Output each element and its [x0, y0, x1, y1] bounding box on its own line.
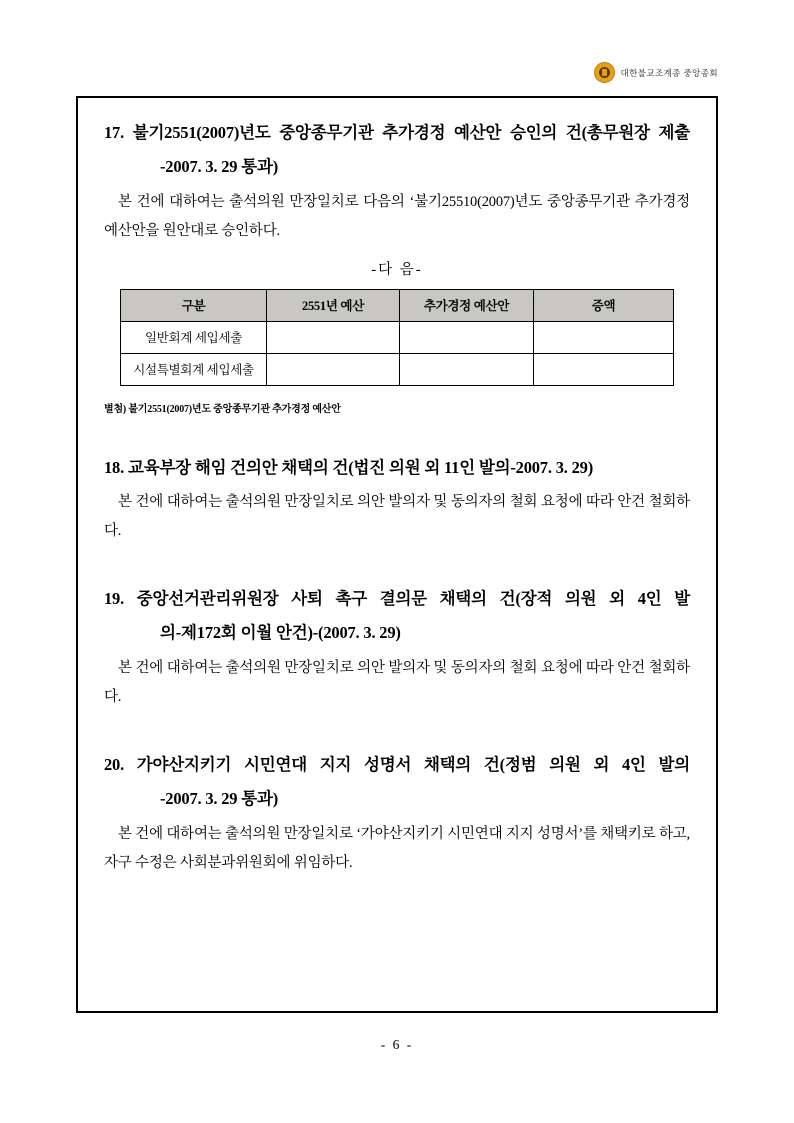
table-cell [534, 321, 674, 353]
agenda-item-18-body: 본 건에 대하여는 출석의원 만장일치로 의안 발의자 및 동의자의 철회 요청에 따라 안건 철회하다. [104, 494, 690, 540]
table-row [121, 353, 674, 385]
agenda-item-19-title-line1: 19. 중앙선거관리위원장 사퇴 촉구 결의문 채택의 건(장적 의원 외 4인 발 [104, 589, 690, 609]
page-content [78, 98, 716, 1011]
agenda-item-20 [104, 748, 690, 878]
agenda-item-20-title-line2: -2007. 3. 29 통과) [160, 788, 279, 808]
agenda-item-17-title-line1: 17. 불기2551(2007)년도 중앙종무기관 추가경정 예산안 승인의 건(총무원장 제출 [104, 123, 690, 142]
table-cell [267, 353, 400, 385]
table-cell [534, 353, 674, 385]
table-row-label: 시설특별회계 세입세출 [121, 353, 267, 385]
table-cell [267, 321, 400, 353]
agenda-item-17-body: 본 건에 대하여는 출석의원 만장일치로 다음의 ‘불기25510(2007)년도 중앙종무기관 추가경정 예산안을 원안대로 승인하다. [104, 193, 690, 239]
table-row-label: 일반회계 세입세출 [121, 321, 267, 353]
agenda-item-17-title-line2: -2007. 3. 29 통과) [160, 156, 279, 176]
agenda-item-19 [104, 582, 690, 712]
agenda-item-18 [104, 451, 690, 547]
budget-table [120, 289, 674, 386]
table-header-cell: 증액 [534, 289, 674, 321]
table-row [121, 321, 674, 353]
table-cell [400, 321, 534, 353]
table-header-row [121, 289, 674, 321]
table-header-cell: 2551년 예산 [267, 289, 400, 321]
agenda-item-19-title-line2: 의-제172회 이월 안건)-(2007. 3. 29) [160, 623, 401, 643]
organization-seal-icon [594, 62, 615, 83]
agenda-item-17 [104, 116, 690, 246]
page-number: - 6 - [380, 1037, 414, 1052]
organization-name: 대한불교조계종 중앙종회 [620, 67, 718, 78]
page-border [76, 96, 718, 1013]
daeum-label: -다 음- [371, 261, 423, 278]
attachment-note: 별첨) 불기2551(2007)년도 중앙종무기관 추가경정 예산안 [104, 403, 341, 415]
table-header-cell: 구분 [121, 289, 267, 321]
agenda-item-20-title-line1: 20. 가야산지키기 시민연대 지지 성명서 채택의 건(정범 의원 외 4인 발의 [104, 755, 690, 775]
table-cell [400, 353, 534, 385]
agenda-item-18-title: 18. 교육부장 해임 건의안 채택의 건(법진 의원 외 11인 발의-2007. 3. 29) [104, 457, 593, 477]
agenda-item-20-body: 본 건에 대하여는 출석의원 만장일치로 ‘가야산지키기 시민연대 지지 성명서’를 채택키로 하고, 자구 수정은 사회분과위원회에 위임하다. [104, 825, 690, 871]
table-header-cell: 추가경정 예산안 [400, 289, 534, 321]
agenda-item-19-body: 본 건에 대하여는 출석의원 만장일치로 의안 발의자 및 동의자의 철회 요청에 따라 안건 철회하다. [104, 660, 690, 706]
document-header [594, 62, 718, 83]
